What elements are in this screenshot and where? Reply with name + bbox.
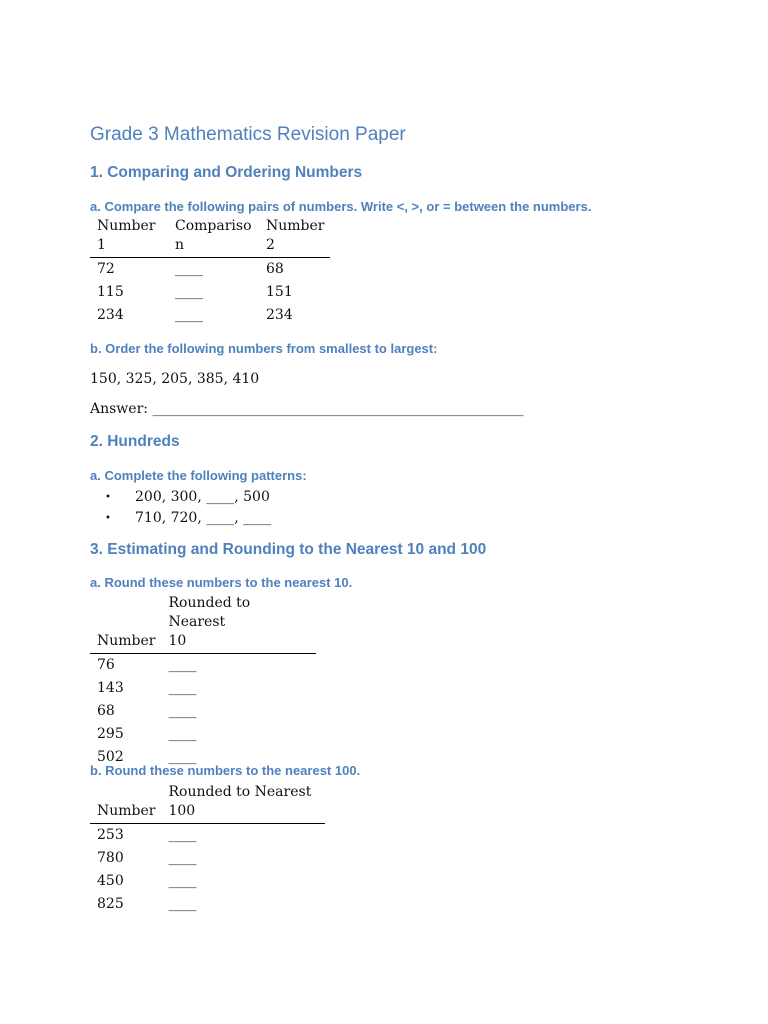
column-header-number bbox=[90, 594, 161, 654]
answer-line[interactable]: Answer: _____________________________________________________ bbox=[90, 401, 524, 417]
cell-comparison-blank[interactable]: ____ bbox=[175, 284, 203, 300]
pattern-text: 200, 300, ____, 500 bbox=[135, 489, 270, 505]
numbers-to-order: 150, 325, 205, 385, 410 bbox=[90, 371, 260, 387]
pattern-text: 710, 720, ____, ____ bbox=[135, 510, 272, 526]
table-row bbox=[90, 654, 316, 678]
column-header-rounded bbox=[161, 783, 325, 824]
header-label: Number bbox=[97, 633, 156, 649]
cell-number: 780 bbox=[97, 850, 124, 866]
list-item[interactable] bbox=[90, 487, 271, 508]
cell-number: 143 bbox=[97, 680, 124, 696]
cell-number-2: 234 bbox=[266, 307, 293, 323]
bullet-icon: • bbox=[105, 492, 111, 503]
cell-number: 295 bbox=[97, 726, 124, 742]
table-header-row bbox=[90, 217, 330, 258]
cell-number-2: 151 bbox=[266, 284, 293, 300]
table-row bbox=[90, 700, 316, 723]
cell-answer-blank[interactable]: ____ bbox=[168, 726, 197, 742]
section-3b-instruction: b. Round these numbers to the nearest 100. bbox=[90, 763, 361, 778]
section-1-heading: 1. Comparing and Ordering Numbers bbox=[90, 164, 363, 181]
header-label: Rounded to Nearest 10 bbox=[168, 595, 251, 649]
rounding-100-table bbox=[90, 783, 325, 916]
cell-answer-blank[interactable]: ____ bbox=[168, 873, 197, 889]
header-label: Number 1 bbox=[97, 218, 156, 253]
cell-number-1: 234 bbox=[97, 307, 124, 323]
table-row bbox=[90, 677, 316, 700]
cell-number-2: 68 bbox=[266, 261, 284, 277]
table-header-row bbox=[90, 594, 316, 654]
cell-number: 76 bbox=[97, 657, 115, 673]
cell-number-1: 115 bbox=[97, 284, 124, 300]
table-row bbox=[90, 870, 325, 893]
section-1a-instruction: a. Compare the following pairs of numbers. Write <, >, or = between the numbers. bbox=[90, 199, 592, 214]
section-3-heading: 3. Estimating and Rounding to the Nearest 10 and 100 bbox=[90, 541, 487, 558]
column-header-number-1 bbox=[90, 217, 168, 258]
table-row bbox=[90, 281, 330, 304]
header-label: Number bbox=[97, 803, 156, 819]
table-row bbox=[90, 893, 325, 916]
cell-number: 450 bbox=[97, 873, 124, 889]
cell-answer-blank[interactable]: ____ bbox=[168, 657, 197, 673]
cell-answer-blank[interactable]: ____ bbox=[168, 749, 197, 765]
rounding-10-table bbox=[90, 594, 316, 769]
cell-number: 502 bbox=[97, 749, 124, 765]
cell-comparison-blank[interactable]: ____ bbox=[175, 307, 203, 323]
cell-answer-blank[interactable]: ____ bbox=[168, 850, 197, 866]
table-row bbox=[90, 824, 325, 848]
cell-number-1: 72 bbox=[97, 261, 115, 277]
table-row bbox=[90, 847, 325, 870]
section-3a-instruction: a. Round these numbers to the nearest 10. bbox=[90, 575, 353, 590]
table-row bbox=[90, 304, 330, 327]
cell-answer-blank[interactable]: ____ bbox=[168, 680, 197, 696]
column-header-comparison bbox=[168, 217, 259, 258]
section-2-heading: 2. Hundreds bbox=[90, 433, 180, 450]
section-1b-instruction: b. Order the following numbers from smallest to largest: bbox=[90, 341, 438, 356]
section-2a-instruction: a. Complete the following patterns: bbox=[90, 468, 307, 483]
cell-answer-blank[interactable]: ____ bbox=[168, 827, 197, 843]
header-label: Number 2 bbox=[266, 218, 325, 253]
list-item[interactable] bbox=[90, 508, 271, 529]
header-label: Compariso n bbox=[175, 218, 252, 253]
header-label: Rounded to Nearest 100 bbox=[168, 784, 312, 819]
column-header-number bbox=[90, 783, 161, 824]
column-header-rounded bbox=[161, 594, 316, 654]
cell-number: 825 bbox=[97, 896, 124, 912]
cell-answer-blank[interactable]: ____ bbox=[168, 896, 197, 912]
cell-number: 68 bbox=[97, 703, 115, 719]
pattern-list bbox=[90, 487, 271, 529]
cell-number: 253 bbox=[97, 827, 124, 843]
table-row bbox=[90, 258, 330, 282]
cell-comparison-blank[interactable]: ____ bbox=[175, 261, 203, 277]
table-row bbox=[90, 723, 316, 746]
bullet-icon: • bbox=[105, 513, 111, 524]
comparison-table bbox=[90, 217, 330, 327]
cell-answer-blank[interactable]: ____ bbox=[168, 703, 197, 719]
document-title: Grade 3 Mathematics Revision Paper bbox=[90, 124, 406, 145]
table-header-row bbox=[90, 783, 325, 824]
column-header-number-2 bbox=[259, 217, 330, 258]
